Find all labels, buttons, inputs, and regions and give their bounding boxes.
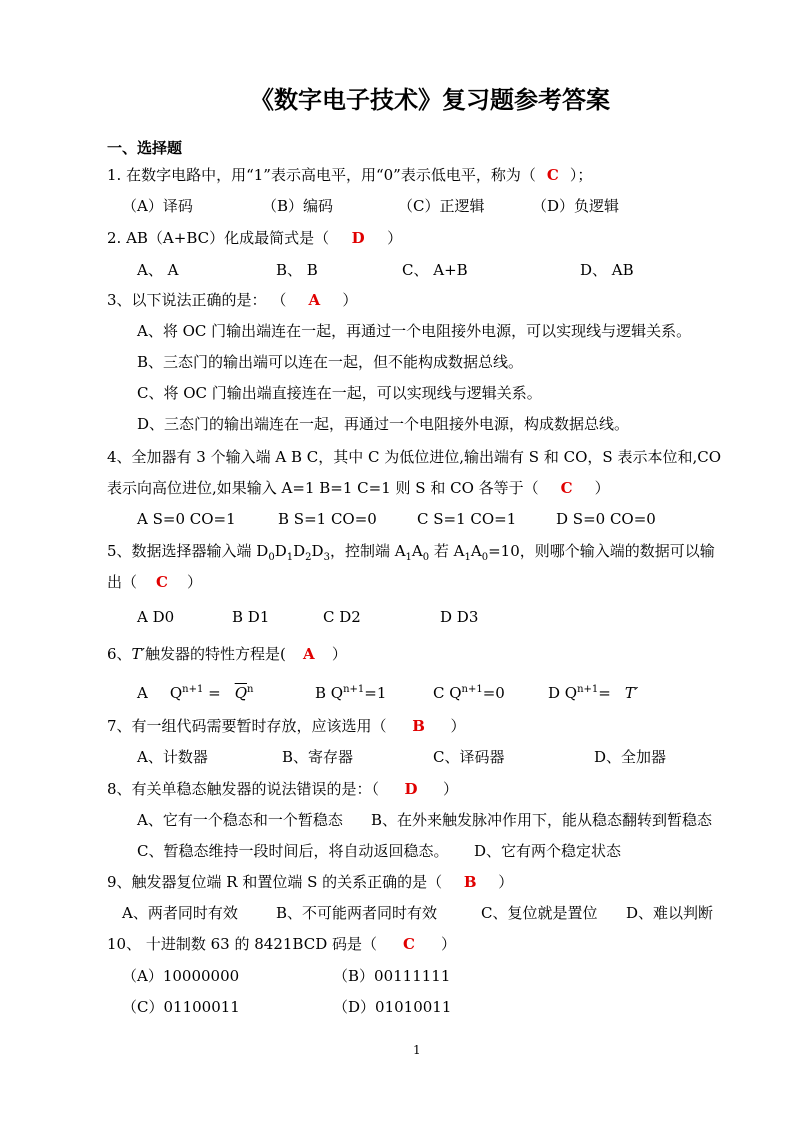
t-prime-symbol: T′ (131, 645, 145, 663)
option-4c: C S=1 CO=1 (417, 510, 517, 528)
option-2d: D、 AB (580, 261, 634, 279)
option-6b-tail: =1 (364, 684, 387, 702)
question-5-text: D (274, 542, 287, 560)
option-10d: （D）01010011 (333, 998, 452, 1016)
subscript: 1 (405, 552, 412, 563)
answer-10: C (403, 935, 415, 953)
question-1 (107, 165, 592, 185)
question-4-line2 (107, 478, 610, 498)
question-10-close: ） (441, 935, 457, 953)
superscript: n+1 (343, 684, 365, 695)
option-6d (548, 683, 638, 703)
option-5d: D D3 (440, 608, 479, 626)
option-6a-label: A (137, 684, 148, 702)
option-7a: A、计数器 (137, 748, 208, 766)
subscript: 2 (305, 552, 312, 563)
answer-8: D (404, 780, 418, 798)
option-5b: B D1 (232, 608, 270, 626)
subscript: 0 (422, 552, 430, 563)
question-5-stem2: 出（ (107, 573, 138, 591)
question-10 (107, 934, 456, 954)
option-2a: A、 A (137, 261, 179, 279)
question-5-text: 若 A (429, 542, 465, 560)
question-9-close: ） (498, 873, 514, 891)
question-5-line1 (107, 541, 715, 561)
question-6-stem: 触发器的特性方程是( (144, 645, 286, 663)
question-1-stem: 1. 在数字电路中，用“1”表示高电平，用“0”表示低电平，称为（ (107, 166, 536, 184)
option-6b (315, 683, 386, 703)
option-6d-text: D Q (548, 684, 578, 702)
option-10c: （C）01100011 (122, 998, 240, 1016)
option-7b: B、寄存器 (282, 748, 354, 766)
question-7 (107, 716, 466, 736)
option-10b: （B）00111111 (333, 967, 451, 985)
superscript: n+1 (461, 684, 483, 695)
option-6a (137, 683, 253, 703)
option-6a-q: Q (169, 684, 183, 702)
option-1b: （B）编码 (262, 197, 334, 215)
question-9-stem: 9、触发器复位端 R 和置位端 S 的关系正确的是（ (107, 873, 443, 891)
option-6c-text: C Q (433, 684, 462, 702)
option-7d: D、全加器 (594, 748, 667, 766)
option-1c: （C）正逻辑 (398, 197, 485, 215)
option-1a: （A）译码 (122, 197, 193, 215)
question-8-stem: 8、有关单稳态触发器的说法错误的是：（ (107, 780, 380, 798)
subscript: 1 (286, 552, 294, 563)
option-4a: A S=0 CO=1 (137, 510, 236, 528)
question-5-text: ，控制端 A (329, 542, 406, 560)
answer-5: C (156, 573, 168, 591)
question-6-close: ） (331, 645, 347, 663)
option-2b: B、 B (276, 261, 318, 279)
subscript: 0 (268, 552, 275, 563)
option-9a: A、两者同时有效 (122, 904, 238, 922)
superscript: n+1 (182, 684, 204, 695)
answer-7: B (412, 717, 425, 735)
subscript: 3 (323, 552, 330, 563)
question-6 (107, 644, 347, 664)
option-9d: D、难以判断 (626, 904, 714, 922)
question-2 (107, 228, 402, 248)
question-9 (107, 872, 513, 892)
option-8d: D、它有两个稳定状态 (474, 842, 622, 860)
question-1-close: ）； (569, 166, 593, 184)
option-2c: C、 A+B (402, 261, 468, 279)
question-2-close: ） (387, 229, 403, 247)
answer-3: A (308, 291, 321, 309)
option-8a: A、它有一个稳态和一个暂稳态 (137, 811, 343, 829)
question-8-close: ） (443, 780, 459, 798)
page-title: 《数字电子技术》复习题参考答案 (250, 85, 610, 114)
question-3 (107, 290, 357, 310)
answer-9: B (463, 873, 477, 891)
t-prime-symbol: T′ (624, 684, 639, 702)
answer-1: C (546, 166, 559, 184)
option-5a: A D0 (137, 608, 175, 626)
option-4b: B S=1 CO=0 (278, 510, 377, 528)
section-heading: 一、选择题 (107, 139, 183, 157)
option-5c: C D2 (323, 608, 361, 626)
subscript: 0 (481, 552, 489, 563)
question-2-stem: 2. AB（A+BC）化成最简式是（ (107, 229, 330, 247)
option-8b: B、在外来触发脉冲作用下，能从稳态翻转到暂稳态 (371, 811, 713, 829)
subscript: 1 (464, 552, 471, 563)
question-5-text: =10，则哪个输入端的数据可以输 (488, 542, 715, 560)
option-3b: B、三态门的输出端可以连在一起，但不能构成数据总线。 (137, 353, 524, 371)
question-5-text: A (411, 542, 423, 560)
question-4-line1: 4、全加器有 3 个输入端 A B C，其中 C 为低位进位,输出端有 S 和 CO，S 表示本位和,CO (107, 448, 721, 466)
option-6d-tail: = (598, 684, 611, 702)
question-10-stem: 10、 十进制数 63 的 8421BCD 码是（ (107, 935, 377, 953)
question-5-text: D (293, 542, 306, 560)
question-3-close: ） (342, 291, 358, 309)
option-3a: A、将 OC 门输出端连在一起，再通过一个电阻接外电源，可以实现线与逻辑关系。 (137, 322, 692, 340)
answer-6: A (303, 645, 315, 663)
option-3c: C、将 OC 门输出端直接连在一起，可以实现线与逻辑关系。 (137, 384, 542, 402)
question-5-text: A (470, 542, 482, 560)
option-8c: C、暂稳态维持一段时间后，将自动返回稳态。 (137, 842, 449, 860)
option-1d: （D）负逻辑 (532, 197, 620, 215)
question-4-stem: 表示向高位进位,如果输入 A=1 B=1 C=1 则 S 和 CO 各等于（ (107, 479, 539, 497)
question-7-close: ） (450, 717, 466, 735)
page-number: 1 (413, 1043, 421, 1057)
question-5-stem: 5、数据选择器输入端 D (107, 542, 269, 560)
question-7-stem: 7、有一组代码需要暂时存放，应该选用（ (107, 717, 387, 735)
question-8 (107, 779, 458, 799)
question-3-stem: 3、以下说法正确的是： （ (107, 291, 287, 309)
question-5-close: ） (187, 573, 203, 591)
option-7c: C、译码器 (433, 748, 505, 766)
question-5-line2 (107, 572, 202, 592)
option-6c-tail: =0 (482, 684, 505, 702)
question-5-text: D (311, 542, 324, 560)
option-10a: （A）10000000 (122, 967, 240, 985)
option-6c (433, 683, 505, 703)
superscript: n+1 (577, 684, 599, 695)
q-bar-symbol: $\overline{Q}$ (234, 684, 247, 702)
option-9c: C、复位就是置位 (481, 904, 598, 922)
option-6a-eq: = (203, 684, 221, 702)
option-6b-text: B Q (315, 684, 344, 702)
question-6-number: 6、 (107, 645, 132, 663)
answer-2: D (351, 229, 365, 247)
option-3d: D、三态门的输出端连在一起，再通过一个电阻接外电源，构成数据总线。 (137, 415, 630, 433)
answer-4: C (560, 479, 573, 497)
option-4d: D S=0 CO=0 (556, 510, 656, 528)
option-9b: B、不可能两者同时有效 (276, 904, 438, 922)
superscript: n (247, 684, 254, 695)
question-4-close: ） (594, 479, 610, 497)
